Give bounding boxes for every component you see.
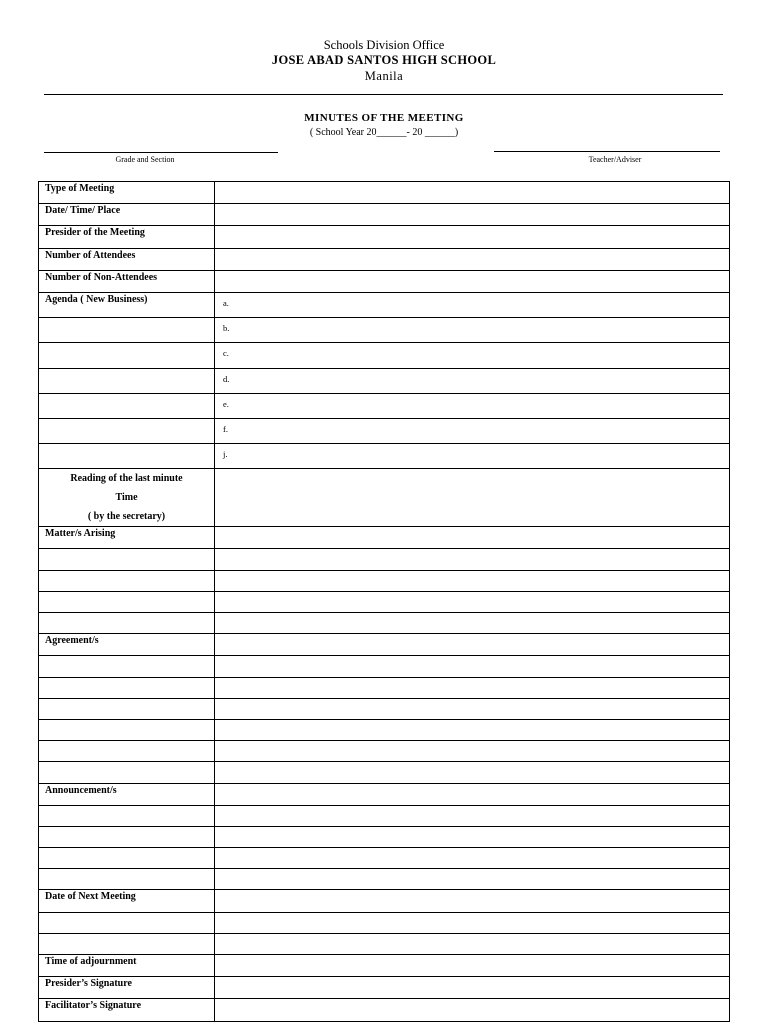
table-row	[39, 292, 730, 317]
facilitator-signature-label: Facilitator’s Signature	[39, 999, 215, 1021]
presider-signature-field[interactable]	[215, 977, 730, 999]
blank-label-cell	[39, 549, 215, 570]
matters-arising-field[interactable]	[215, 549, 730, 570]
table-row	[39, 591, 730, 612]
blank-label-cell	[39, 613, 215, 634]
blank-label-cell	[39, 826, 215, 847]
agenda-spacer	[39, 318, 215, 343]
division-office: Schools Division Office	[323, 38, 445, 52]
grade-section-line	[44, 152, 278, 153]
announcements-field[interactable]	[215, 805, 730, 826]
table-row	[39, 762, 730, 783]
agreements-field[interactable]	[215, 762, 730, 783]
matters-arising-field[interactable]	[215, 613, 730, 634]
reading-line-2: Time	[115, 492, 138, 504]
announcements-label: Announcement/s	[39, 783, 215, 805]
table-row	[39, 783, 730, 805]
presider-field[interactable]	[215, 226, 730, 248]
matters-arising-field[interactable]	[215, 527, 730, 549]
table-row	[39, 368, 730, 393]
agreements-field[interactable]	[215, 698, 730, 719]
agenda-item-c[interactable]: c.	[215, 343, 730, 368]
agenda-label: Agenda ( New Business)	[39, 292, 215, 317]
table-row	[39, 955, 730, 977]
grade-section-label: Grade and Section	[115, 155, 175, 164]
table-row	[39, 343, 730, 368]
blank-label-cell	[39, 848, 215, 869]
minutes-form-table	[38, 181, 730, 1022]
agenda-spacer	[39, 368, 215, 393]
attendees-field[interactable]	[215, 248, 730, 270]
presider-label: Presider of the Meeting	[39, 226, 215, 248]
blank-label-cell	[39, 591, 215, 612]
table-row	[39, 469, 730, 527]
type-of-meeting-label: Type of Meeting	[39, 182, 215, 204]
blank-label-cell	[39, 698, 215, 719]
table-row	[39, 933, 730, 954]
school-year-field: ( School Year 20______- 20 ______)	[309, 127, 459, 138]
document-header	[0, 38, 768, 84]
blank-label-cell	[39, 912, 215, 933]
table-row	[39, 248, 730, 270]
date-time-place-field[interactable]	[215, 204, 730, 226]
teacher-adviser-label: Teacher/Adviser	[588, 155, 642, 164]
agenda-item-f[interactable]: f.	[215, 418, 730, 443]
blank-label-cell	[39, 762, 215, 783]
table-row	[39, 444, 730, 469]
non-attendees-field[interactable]	[215, 270, 730, 292]
presider-signature-label: Presider’s Signature	[39, 977, 215, 999]
agenda-item-e[interactable]: e.	[215, 393, 730, 418]
agreements-field[interactable]	[215, 656, 730, 677]
agreements-field[interactable]	[215, 677, 730, 698]
next-meeting-field[interactable]	[215, 890, 730, 912]
table-row	[39, 656, 730, 677]
blank-label-cell	[39, 869, 215, 890]
table-row	[39, 182, 730, 204]
table-row	[39, 826, 730, 847]
school-name: JOSE ABAD SANTOS HIGH SCHOOL	[271, 53, 497, 67]
agreements-label: Agreement/s	[39, 634, 215, 656]
blank-label-cell	[39, 719, 215, 740]
agenda-item-a[interactable]: a.	[215, 292, 730, 317]
announcements-field[interactable]	[215, 869, 730, 890]
blank-label-cell	[39, 656, 215, 677]
agenda-item-j[interactable]: j.	[215, 444, 730, 469]
attendees-label: Number of Attendees	[39, 248, 215, 270]
agenda-spacer	[39, 444, 215, 469]
announcements-field[interactable]	[215, 783, 730, 805]
blank-label-cell	[39, 570, 215, 591]
agenda-spacer	[39, 418, 215, 443]
type-of-meeting-field[interactable]	[215, 182, 730, 204]
matters-arising-field[interactable]	[215, 570, 730, 591]
agenda-spacer	[39, 343, 215, 368]
table-row	[39, 204, 730, 226]
table-row	[39, 549, 730, 570]
next-meeting-label: Date of Next Meeting	[39, 890, 215, 912]
blank-label-cell	[39, 933, 215, 954]
adjournment-label: Time of adjournment	[39, 955, 215, 977]
table-row	[39, 613, 730, 634]
announcements-field[interactable]	[215, 826, 730, 847]
table-row	[39, 890, 730, 912]
reading-last-minute-field[interactable]	[215, 469, 730, 527]
matters-arising-field[interactable]	[215, 591, 730, 612]
document-title: MINUTES OF THE MEETING	[304, 112, 464, 124]
table-row	[39, 698, 730, 719]
table-row	[39, 393, 730, 418]
date-time-place-label: Date/ Time/ Place	[39, 204, 215, 226]
agenda-item-b[interactable]: b.	[215, 318, 730, 343]
table-row	[39, 912, 730, 933]
table-row	[39, 527, 730, 549]
matters-arising-label: Matter/s Arising	[39, 527, 215, 549]
table-row	[39, 977, 730, 999]
reading-line-1: Reading of the last minute	[70, 473, 183, 485]
agenda-item-d[interactable]: d.	[215, 368, 730, 393]
non-attendees-label: Number of Non-Attendees	[39, 270, 215, 292]
table-row	[39, 634, 730, 656]
announcements-field[interactable]	[215, 848, 730, 869]
next-meeting-field[interactable]	[215, 912, 730, 933]
table-row	[39, 677, 730, 698]
header-divider	[44, 94, 723, 95]
table-row	[39, 318, 730, 343]
agreements-field[interactable]	[215, 634, 730, 656]
facilitator-signature-field[interactable]	[215, 999, 730, 1021]
reading-last-minute-label	[39, 469, 215, 527]
city-name: Manila	[364, 69, 404, 83]
blank-label-cell	[39, 677, 215, 698]
table-row	[39, 270, 730, 292]
agenda-spacer	[39, 393, 215, 418]
table-row	[39, 719, 730, 740]
agreements-field[interactable]	[215, 741, 730, 762]
table-row	[39, 418, 730, 443]
table-row	[39, 741, 730, 762]
table-row	[39, 869, 730, 890]
blank-label-cell	[39, 805, 215, 826]
reading-line-3: ( by the secretary)	[87, 511, 166, 523]
table-row	[39, 999, 730, 1021]
next-meeting-field[interactable]	[215, 933, 730, 954]
agreements-field[interactable]	[215, 719, 730, 740]
adjournment-field[interactable]	[215, 955, 730, 977]
table-row	[39, 848, 730, 869]
table-row	[39, 226, 730, 248]
blank-label-cell	[39, 741, 215, 762]
table-row	[39, 570, 730, 591]
table-row	[39, 805, 730, 826]
teacher-adviser-line	[494, 151, 720, 152]
